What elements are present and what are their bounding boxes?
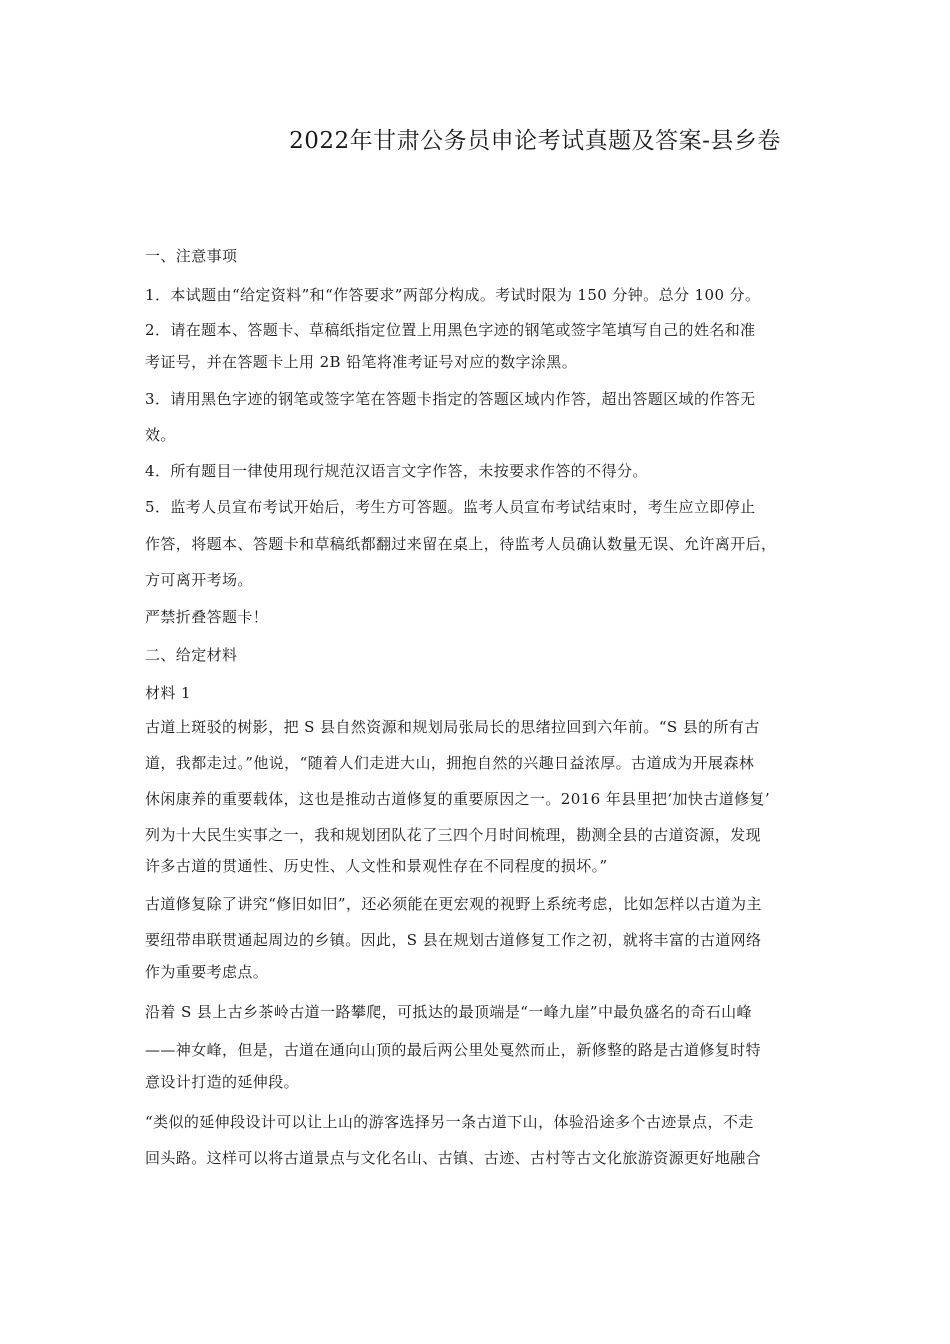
material-label: 材料 1 [145, 684, 191, 702]
paragraph-line: 效。 [145, 426, 176, 444]
paragraph-line: 古道修复除了讲究“修旧如旧”，还必须能在更宏观的视野上系统考虑，比如怎样以古道为主 [145, 895, 762, 913]
section-heading-materials: 二、给定材料 [145, 646, 238, 664]
paragraph-line: 道，我都走过。”他说，“随着人们走进大山，拥抱自然的兴趣日益浓厚。古道成为开展森林 [145, 754, 755, 772]
paragraph-line: 考证号，并在答题卡上用 2B 铅笔将准考证号对应的数字涂黑。 [145, 353, 578, 371]
paragraph-line: 沿着 S 县上古乡茶岭古道一路攀爬，可抵达的最顶端是“一峰九崖”中最负盛名的奇石山峰 [145, 1003, 752, 1021]
paragraph-line: 5．监考人员宣布考试开始后，考生方可答题。监考人员宣布考试结束时，考生应立即停止 [145, 498, 756, 516]
paragraph-line: 严禁折叠答题卡！ [145, 608, 269, 626]
paragraph-line: 休闲康养的重要载体，这也是推动古道修复的重要原因之一。2016 年县里把‘加快古道修复’ [145, 790, 771, 808]
section-heading-notes: 一、注意事项 [145, 247, 238, 265]
paragraph-line: 意设计打造的延伸段。 [145, 1073, 300, 1091]
paragraph-line: 3．请用黑色字迹的钢笔或签字笔在答题卡指定的答题区域内作答，超出答题区域的作答无 [145, 390, 756, 408]
page-title: 2022年甘肃公务员申论考试真题及答案-县乡卷 [289, 128, 781, 154]
paragraph-line: 要纽带串联贯通起周边的乡镇。因此，S 县在规划古道修复工作之初，就将丰富的古道网络 [145, 931, 762, 949]
paragraph-line: 方可离开考场。 [145, 571, 253, 589]
paragraph-line: 作答，将题本、答题卡和草稿纸都翻过来留在桌上，待监考人员确认数量无误、允许离开后， [145, 535, 777, 553]
paragraph-line: 作为重要考虑点。 [145, 963, 269, 981]
paragraph-line: “类似的延伸段设计可以让上山的游客选择另一条古道下山，体验沿途多个古迹景点，不走 [145, 1113, 754, 1131]
paragraph-line: 4．所有题目一律使用现行规范汉语言文字作答，未按要求作答的不得分。 [145, 462, 648, 480]
paragraph-line: 古道上斑驳的树影，把 S 县自然资源和规划局张局长的思绪拉回到六年前。“S 县的所有古 [145, 718, 760, 736]
paragraph-line: 回头路。这样可以将古道景点与文化名山、古镇、古迹、古村等古文化旅游资源更好地融合 [145, 1149, 762, 1167]
paragraph-line: 许多古道的贯通性、历史性、人文性和景观性存在不同程度的损坏。” [145, 857, 608, 875]
paragraph-line: 2．请在题本、答题卡、草稿纸指定位置上用黑色字迹的钢笔或签字笔填写自己的姓名和准 [145, 321, 756, 339]
paragraph-line: 列为十大民生实事之一，我和规划团队花了三四个月时间梳理，勘测全县的古道资源，发现 [145, 826, 762, 844]
paragraph-line: 1．本试题由“给定资料”和“作答要求”两部分构成。考试时限为 150 分钟。总分 100 分。 [145, 286, 761, 304]
paragraph-line: ——神女峰，但是，古道在通向山顶的最后两公里处戛然而止，新修整的路是古道修复时特 [145, 1041, 762, 1059]
